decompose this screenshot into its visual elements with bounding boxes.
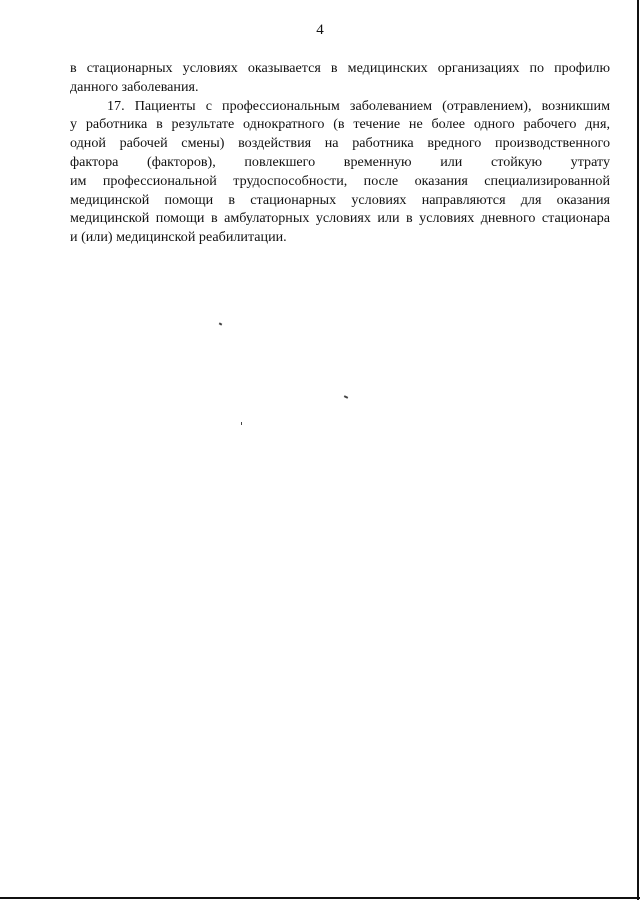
page-number: 4 [316,22,324,38]
paragraph-17-line: им профессиональной трудоспособности, после оказания специализированной [70,172,610,189]
paragraph-17-line: у работника в результате однократного (в течение не более одного рабочего дня, [70,116,610,133]
scan-speck [344,395,348,399]
text-line: в стационарных условиях оказывается в медицинских организациях по профилю [70,60,610,76]
document-body [70,59,610,247]
paragraph-17-line: медицинской помощи в амбулаторных условиях или в условиях дневного стационара [70,210,610,227]
scan-border-right [637,0,639,900]
scan-border-bottom [0,897,640,899]
paragraph-17-line: фактора (факторов), повлекшего временную или стойкую утрату [70,153,610,170]
scan-speck [219,322,223,325]
text-line: данного заболевания. [70,78,199,95]
paragraph-17-line: и (или) медицинской реабилитации. [70,229,287,246]
paragraph-17-line: одной рабочей смены) воздействия на работника вредного производственного [70,135,610,152]
scan-speck [241,422,242,425]
paragraph-17-line: медицинской помощи в стационарных условиях направляются для оказания [70,191,610,208]
paragraph-17-line: 17. Пациенты с профессиональным заболеванием (отравлением), возникшим [107,97,610,114]
